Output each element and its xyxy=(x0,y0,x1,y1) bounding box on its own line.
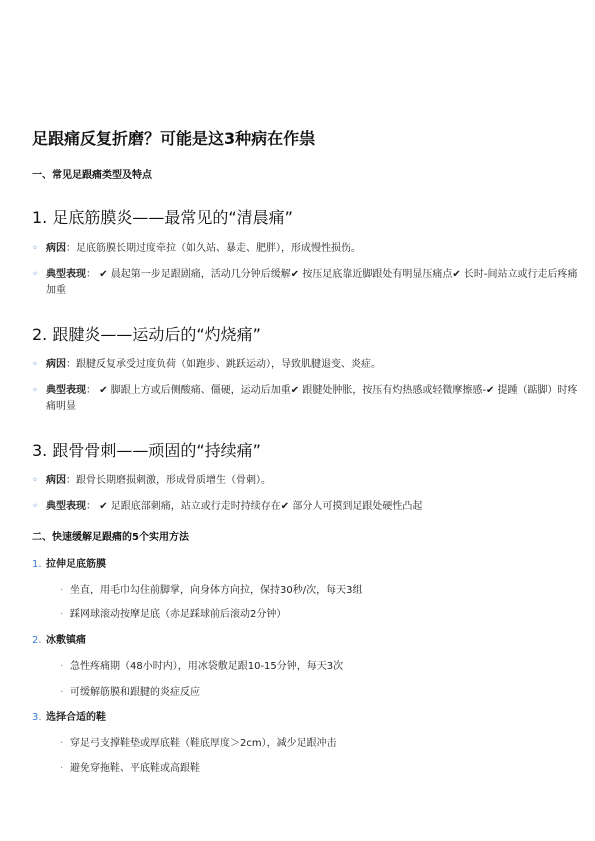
method-sub-item: · 穿足弓支撑鞋垫或厚底鞋（鞋底厚度＞2cm），减少足跟冲击 xyxy=(60,738,337,749)
cause-label: 病因 xyxy=(46,359,66,370)
method-sub-item: · 坐直，用毛巾勾住前脚掌，向身体方向拉，保持30秒/次，每天3组 xyxy=(60,585,363,596)
circle-bullet-icon: ◦ xyxy=(32,475,38,486)
dot-bullet-icon: · xyxy=(60,661,64,672)
type-heading-plantar-fasciitis: 1. 足底筋膜炎——最常见的“清晨痛” xyxy=(32,208,293,227)
symptom-text: 提踵（踮脚）时疼痛明显 xyxy=(46,385,578,412)
cause-text: ：跟骨长期磨损刺激，形成骨质增生（骨刺）。 xyxy=(66,475,271,486)
type-heading-achilles-tendinitis: 2. 跟腱炎——运动后的“灼烧痛” xyxy=(32,325,261,344)
symptom-label: 典型表现 xyxy=(46,385,86,396)
circle-bullet-icon: ◦ xyxy=(32,269,38,280)
symptom-text: 足跟底部刺痛，站立或行走时持续存在 xyxy=(110,501,281,512)
symptom-label: 典型表现 xyxy=(46,501,86,512)
method-label: 拉伸足底筋膜 xyxy=(46,559,106,570)
dot-bullet-icon: · xyxy=(60,585,64,596)
dot-bullet-icon: · xyxy=(60,687,64,698)
circle-bullet-icon: ◦ xyxy=(32,243,38,254)
check-icon: ✔ xyxy=(99,501,108,512)
cause-text: ：跟腱反复承受过度负荷（如跑步、跳跃运动），导致肌腱退变、炎症。 xyxy=(66,359,381,370)
circle-bullet-icon: ◦ xyxy=(32,501,38,512)
method-sub-item: · 急性疼痛期（48小时内），用冰袋敷足跟10-15分钟，每天3次 xyxy=(60,661,344,672)
check-icon: ✔ xyxy=(290,269,300,280)
list-number: 3. xyxy=(32,712,42,723)
dot-bullet-icon: · xyxy=(60,763,64,774)
symptom-text: 脚跟上方或后侧酸痛、僵硬，运动后加重 xyxy=(110,385,291,396)
check-icon: ✔ xyxy=(99,385,108,396)
method-item-stretch xyxy=(32,555,106,570)
list-item-symptoms: ◦ 典型表现： ✔ 足跟底部刺痛，站立或行走时持续存在✔ 部分人可摸到足跟处硬性凸起 xyxy=(32,499,580,515)
symptom-text: 晨起第一步足跟剧痛，活动几分钟后缓解 xyxy=(110,269,291,280)
check-icon: ✔ xyxy=(99,269,108,280)
symptom-text: 跟腱处肿胀，按压有灼热感或轻微摩擦感- xyxy=(302,385,486,396)
symptom-text: 按压足底靠近脚跟处有明显压痛点 xyxy=(302,269,453,280)
cause-label: 病因 xyxy=(46,475,66,486)
method-item-ice xyxy=(32,631,86,646)
list-item-cause xyxy=(32,473,580,489)
circle-bullet-icon: ◦ xyxy=(32,359,38,370)
check-icon: ✔ xyxy=(290,385,300,396)
list-item-cause xyxy=(32,241,580,257)
list-item-symptoms: ◦ 典型表现： ✔ 脚跟上方或后侧酸痛、僵硬，运动后加重✔ 跟腱处肿胀，按压有灼热感或轻微摩擦感-✔ 提踵（踮脚）时疼痛明显 xyxy=(32,385,578,412)
method-item-shoes xyxy=(32,708,106,723)
check-icon: ✔ xyxy=(452,269,461,280)
section-heading-types: 一、常见足跟痛类型及特点 xyxy=(32,170,152,181)
method-label: 冰敷镇痛 xyxy=(46,635,86,646)
cause-label: 病因 xyxy=(46,243,66,254)
dot-bullet-icon: · xyxy=(60,609,64,620)
circle-bullet-icon: ◦ xyxy=(32,385,38,396)
page-title: 足跟痛反复折磨？可能是这3种病在作祟 xyxy=(32,129,316,148)
check-icon: ✔ xyxy=(485,385,495,396)
list-item-cause xyxy=(32,357,580,373)
symptom-text: 部分人可摸到足跟处硬性凸起 xyxy=(292,501,423,512)
method-label: 选择合适的鞋 xyxy=(46,712,106,723)
method-sub-item: · 踩网球滚动按摩足底（赤足踩球前后滚动2分钟） xyxy=(60,609,287,620)
list-number: 2. xyxy=(32,635,42,646)
symptom-label: 典型表现 xyxy=(46,269,86,280)
method-sub-item: · 可缓解筋膜和跟腱的炎症反应 xyxy=(60,687,200,698)
method-sub-item: · 避免穿拖鞋、平底鞋或高跟鞋 xyxy=(60,763,200,774)
check-icon: ✔ xyxy=(280,501,290,512)
cause-text: ：足底筋膜长期过度牵拉（如久站、暴走、肥胖），形成慢性损伤。 xyxy=(66,243,361,254)
dot-bullet-icon: · xyxy=(60,738,64,749)
list-item-symptoms: ◦ 典型表现： ✔ 晨起第一步足跟剧痛，活动几分钟后缓解✔ 按压足底靠近脚跟处有明显压痛点✔ 长时-间站立或行走后疼痛加重 xyxy=(32,269,578,296)
list-number: 1. xyxy=(32,559,42,570)
symptom-text: 长时-间站立或行走后疼痛加重 xyxy=(46,269,578,296)
type-heading-heel-spur: 3. 跟骨骨刺——顽固的“持续痛” xyxy=(32,441,261,460)
section-heading-methods: 二、快速缓解足跟痛的5个实用方法 xyxy=(32,532,189,543)
